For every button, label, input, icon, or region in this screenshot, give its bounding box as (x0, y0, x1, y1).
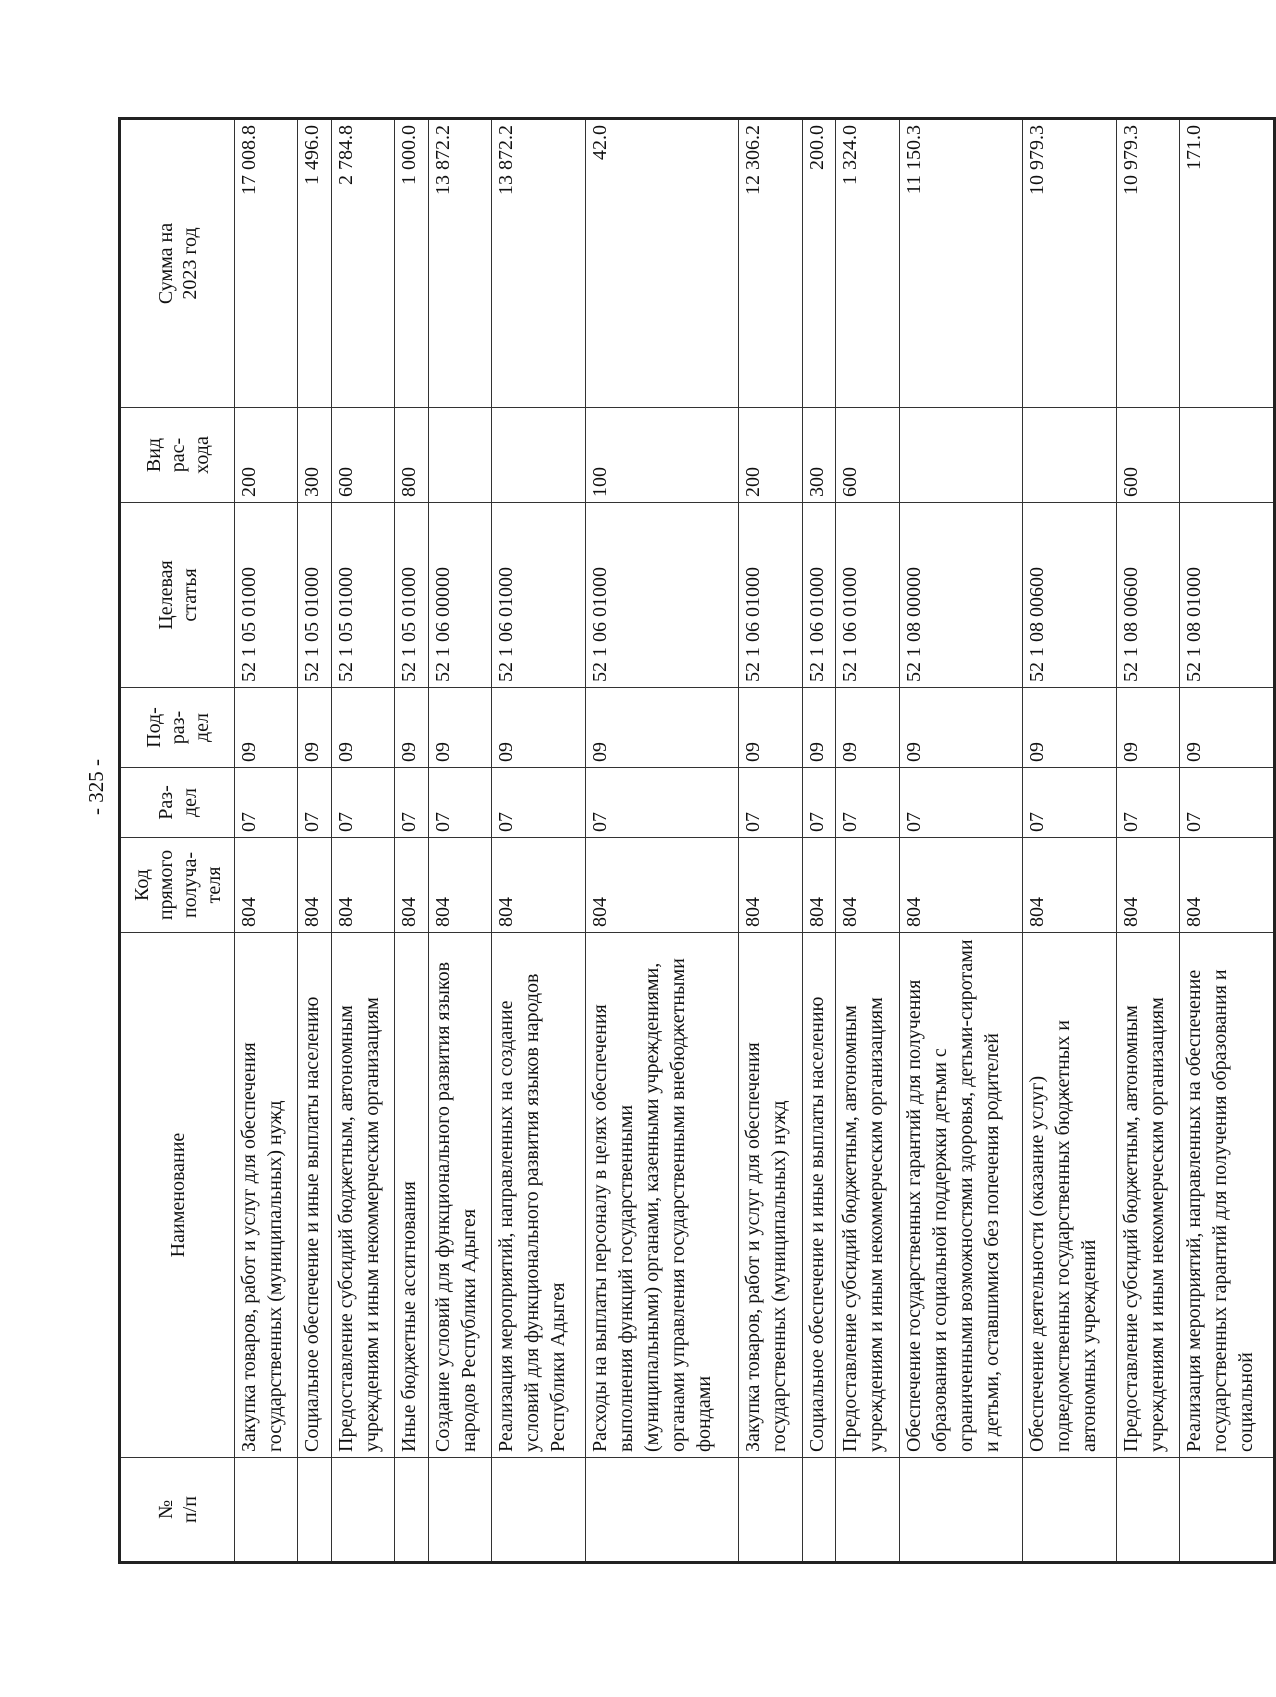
row-podrazdel-cell: 09 (802, 688, 835, 768)
row-sum-cell: 10 979.3 (1023, 119, 1116, 408)
row-razdel-cell: 07 (395, 768, 428, 838)
row-podrazdel-cell: 09 (1180, 688, 1275, 768)
row-name-cell: Закупка товаров, работ и услуг для обеспечения государственных (муниципальных) нужд (235, 933, 298, 1458)
row-cs-cell: 52 1 08 00600 (1023, 503, 1116, 688)
row-name-cell: Социальное обеспечение и иные выплаты населению (298, 933, 331, 1458)
row-code-cell: 804 (802, 838, 835, 933)
row-num-cell (739, 1458, 802, 1563)
row-num-cell (492, 1458, 585, 1563)
row-cs-cell: 52 1 08 00000 (899, 503, 1023, 688)
row-sum-cell: 17 008.8 (235, 119, 298, 408)
row-razdel-cell: 07 (836, 768, 899, 838)
header-code: Код прямого получа- теля (120, 838, 235, 933)
row-name-cell: Предоставление субсидий бюджетным, автономным учреждениям и иным некоммерческим организациям (1116, 933, 1179, 1458)
row-vr-cell: 600 (331, 408, 394, 503)
row-cs-cell: 52 1 05 01000 (298, 503, 331, 688)
row-razdel-cell: 07 (492, 768, 585, 838)
row-podrazdel-cell: 09 (331, 688, 394, 768)
row-num-cell (235, 1458, 298, 1563)
table-header-row (120, 119, 235, 1563)
row-vr-cell (492, 408, 585, 503)
row-code-cell: 804 (1023, 838, 1116, 933)
table-row (298, 119, 331, 1563)
row-vr-cell: 300 (298, 408, 331, 503)
row-vr-cell: 600 (1116, 408, 1179, 503)
row-vr-cell: 200 (235, 408, 298, 503)
row-code-cell: 804 (585, 838, 739, 933)
row-name-cell: Предоставление субсидий бюджетным, автономным учреждениям и иным некоммерческим организациям (331, 933, 394, 1458)
row-name-cell: Предоставление субсидий бюджетным, автономным учреждениям и иным некоммерческим организациям (836, 933, 899, 1458)
table-row (428, 119, 491, 1563)
row-num-cell (836, 1458, 899, 1563)
row-razdel-cell: 07 (298, 768, 331, 838)
table-row (585, 119, 739, 1563)
row-sum-cell: 42.0 (585, 119, 739, 408)
header-vr: Вид рас- хода (120, 408, 235, 503)
row-razdel-cell: 07 (899, 768, 1023, 838)
row-vr-cell: 800 (395, 408, 428, 503)
row-sum-cell: 1 324.0 (836, 119, 899, 408)
row-cs-cell: 52 1 06 01000 (836, 503, 899, 688)
row-name-cell: Реализация мероприятий, направленных на создание условий для функционального развития языков народов Республики Адыгея (492, 933, 585, 1458)
header-cs: Целевая статья (120, 503, 235, 688)
row-num-cell (1116, 1458, 1179, 1563)
row-razdel-cell: 07 (585, 768, 739, 838)
row-num-cell (899, 1458, 1023, 1563)
header-name: Наименование (120, 933, 235, 1458)
row-razdel-cell: 07 (802, 768, 835, 838)
row-code-cell: 804 (739, 838, 802, 933)
header-podrazdel: Под- раз- дел (120, 688, 235, 768)
row-podrazdel-cell: 09 (1116, 688, 1179, 768)
row-vr-cell (428, 408, 491, 503)
table-row (899, 119, 1023, 1563)
row-podrazdel-cell: 09 (298, 688, 331, 768)
row-code-cell: 804 (428, 838, 491, 933)
row-code-cell: 804 (899, 838, 1023, 933)
row-podrazdel-cell: 09 (235, 688, 298, 768)
table-row (492, 119, 585, 1563)
row-cs-cell: 52 1 05 01000 (331, 503, 394, 688)
table-row (1116, 119, 1179, 1563)
row-podrazdel-cell: 09 (836, 688, 899, 768)
row-podrazdel-cell: 09 (739, 688, 802, 768)
row-sum-cell: 13 872.2 (492, 119, 585, 408)
row-cs-cell: 52 1 06 01000 (492, 503, 585, 688)
row-cs-cell: 52 1 05 01000 (395, 503, 428, 688)
row-sum-cell: 2 784.8 (331, 119, 394, 408)
table-row (235, 119, 298, 1563)
row-razdel-cell: 07 (1116, 768, 1179, 838)
row-podrazdel-cell: 09 (899, 688, 1023, 768)
row-name-cell: Реализация мероприятий, направленных на обеспечение государственных гарантий для получения образования и социальной (1180, 933, 1275, 1458)
table-row (802, 119, 835, 1563)
table-row (1023, 119, 1116, 1563)
row-sum-cell: 12 306.2 (739, 119, 802, 408)
row-cs-cell: 52 1 06 00000 (428, 503, 491, 688)
row-sum-cell: 10 979.3 (1116, 119, 1179, 408)
row-cs-cell: 52 1 06 01000 (585, 503, 739, 688)
row-sum-cell: 1 000.0 (395, 119, 428, 408)
row-code-cell: 804 (235, 838, 298, 933)
row-code-cell: 804 (298, 838, 331, 933)
row-cs-cell: 52 1 06 01000 (739, 503, 802, 688)
row-code-cell: 804 (492, 838, 585, 933)
row-razdel-cell: 07 (235, 768, 298, 838)
row-name-cell: Обеспечение государственных гарантий для получения образования и социальной поддержки детьми с ограниченными возможностями здоровья, детьми-сиротами и детьми, оставшимися без попечения родителей (899, 933, 1023, 1458)
table-row (395, 119, 428, 1563)
row-num-cell (395, 1458, 428, 1563)
row-sum-cell: 171.0 (1180, 119, 1275, 408)
header-razdel: Раз- дел (120, 768, 235, 838)
row-code-cell: 804 (1116, 838, 1179, 933)
row-num-cell (585, 1458, 739, 1563)
header-num: № п/п (120, 1458, 235, 1563)
row-razdel-cell: 07 (331, 768, 394, 838)
row-sum-cell: 11 150.3 (899, 119, 1023, 408)
row-razdel-cell: 07 (739, 768, 802, 838)
row-num-cell (1023, 1458, 1116, 1563)
page-number: - 325 - (84, 759, 108, 815)
row-num-cell (802, 1458, 835, 1563)
row-cs-cell: 52 1 08 00600 (1116, 503, 1179, 688)
row-sum-cell: 200.0 (802, 119, 835, 408)
header-sum: Сумма на 2023 год (120, 119, 235, 408)
row-vr-cell: 200 (739, 408, 802, 503)
row-vr-cell: 600 (836, 408, 899, 503)
row-sum-cell: 1 496.0 (298, 119, 331, 408)
row-podrazdel-cell: 09 (395, 688, 428, 768)
row-num-cell (1180, 1458, 1275, 1563)
budget-table (118, 117, 1276, 1564)
row-sum-cell: 13 872.2 (428, 119, 491, 408)
table-row (739, 119, 802, 1563)
row-podrazdel-cell: 09 (1023, 688, 1116, 768)
table-row (836, 119, 899, 1563)
row-name-cell: Создание условий для функционального развития языков народов Республики Адыгея (428, 933, 491, 1458)
row-cs-cell: 52 1 05 01000 (235, 503, 298, 688)
row-vr-cell: 300 (802, 408, 835, 503)
row-code-cell: 804 (1180, 838, 1275, 933)
row-razdel-cell: 07 (428, 768, 491, 838)
row-cs-cell: 52 1 06 01000 (802, 503, 835, 688)
row-vr-cell (1180, 408, 1275, 503)
row-razdel-cell: 07 (1023, 768, 1116, 838)
row-code-cell: 804 (836, 838, 899, 933)
row-razdel-cell: 07 (1180, 768, 1275, 838)
row-podrazdel-cell: 09 (492, 688, 585, 768)
table-row (331, 119, 394, 1563)
row-code-cell: 804 (331, 838, 394, 933)
row-name-cell: Закупка товаров, работ и услуг для обеспечения государственных (муниципальных) нужд (739, 933, 802, 1458)
row-vr-cell: 100 (585, 408, 739, 503)
row-cs-cell: 52 1 08 01000 (1180, 503, 1275, 688)
table-row (1180, 119, 1275, 1563)
table-body (235, 119, 1275, 1563)
row-podrazdel-cell: 09 (585, 688, 739, 768)
row-name-cell: Расходы на выплаты персоналу в целях обеспечения выполнения функций государственными (муниципальными) органами, казенными учреждениями, органами управления государственными внебюджетными фондами (585, 933, 739, 1458)
row-num-cell (331, 1458, 394, 1563)
budget-table-container (118, 120, 1276, 1564)
row-vr-cell (899, 408, 1023, 503)
row-num-cell (298, 1458, 331, 1563)
row-vr-cell (1023, 408, 1116, 503)
row-num-cell (428, 1458, 491, 1563)
row-podrazdel-cell: 09 (428, 688, 491, 768)
row-name-cell: Социальное обеспечение и иные выплаты населению (802, 933, 835, 1458)
row-code-cell: 804 (395, 838, 428, 933)
row-name-cell: Иные бюджетные ассигнования (395, 933, 428, 1458)
row-name-cell: Обеспечение деятельности (оказание услуг) подведомственных государственных бюджетных и автономных учреждений (1023, 933, 1116, 1458)
